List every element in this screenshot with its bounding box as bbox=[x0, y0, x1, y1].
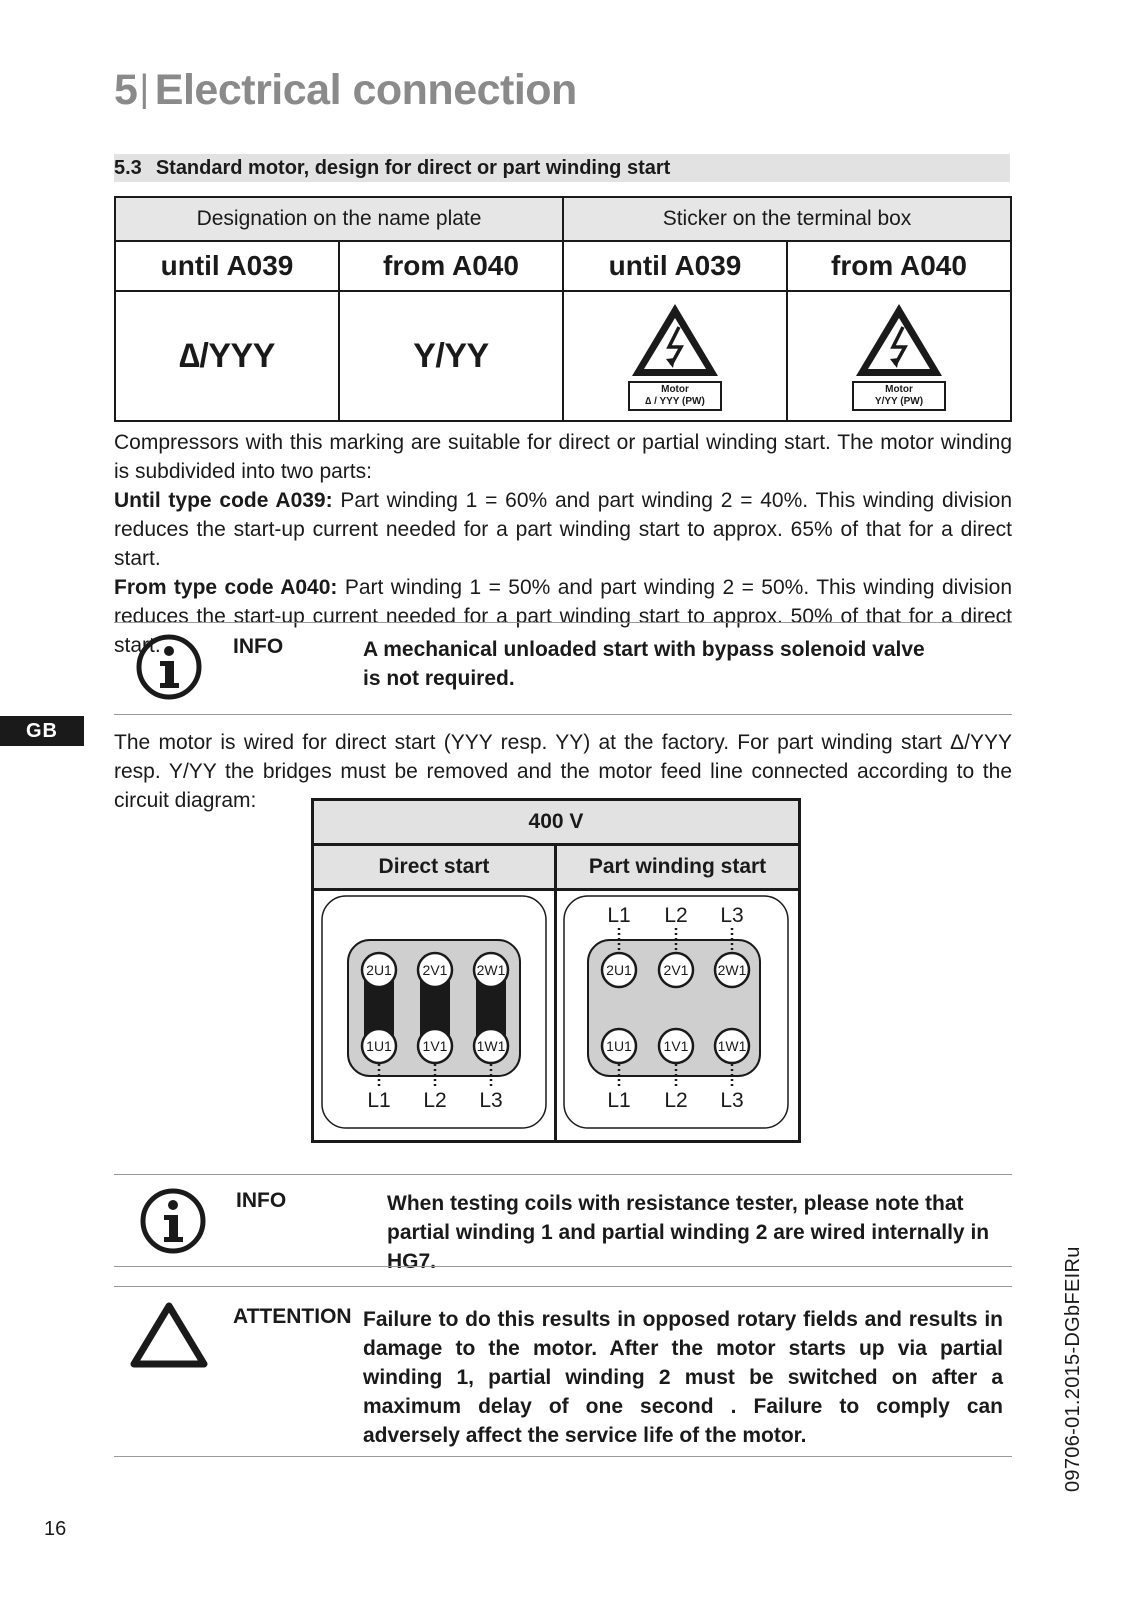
terminal-label: 1V1 bbox=[422, 1038, 448, 1054]
info-label: INFO bbox=[233, 635, 284, 658]
name-plate-header: Designation on the name plate bbox=[115, 197, 563, 241]
part-winding-start-header: Part winding start bbox=[557, 846, 798, 891]
direct-start-header: Direct start bbox=[314, 846, 554, 891]
designation-table bbox=[114, 196, 1012, 422]
section-number: 5.3 bbox=[114, 157, 142, 179]
attention-label: ATTENTION bbox=[233, 1305, 352, 1328]
high-voltage-warning-icon bbox=[629, 301, 721, 379]
section-heading bbox=[114, 154, 1010, 182]
until-a039-label: Until type code A039: bbox=[114, 489, 333, 512]
line-label: L2 bbox=[664, 904, 688, 927]
line-label: L3 bbox=[720, 1089, 744, 1112]
terminal-label: 2U1 bbox=[606, 962, 632, 978]
voltage-header: 400 V bbox=[314, 801, 798, 846]
line-label: L1 bbox=[607, 904, 631, 927]
title-separator: | bbox=[139, 68, 149, 110]
name-plate-mark: Y/YY bbox=[413, 336, 489, 375]
document-code: 09706-01.2015-DGbFEIRu bbox=[1062, 1246, 1084, 1492]
divider bbox=[114, 1174, 1012, 1175]
range-cell: until A039 bbox=[115, 241, 339, 291]
from-a040-text: Part winding 1 = 50% and part winding 2 = 50%. This winding division reduces the start-up current needed for a part winding start to approx. 50% of that for a direct start. bbox=[114, 576, 1012, 657]
divider bbox=[114, 714, 1012, 715]
terminal-label: 2V1 bbox=[422, 962, 448, 978]
terminal-label: 1V1 bbox=[663, 1038, 689, 1054]
line-label: L3 bbox=[720, 904, 744, 927]
sticker-label bbox=[628, 381, 722, 411]
line-label: L2 bbox=[664, 1089, 688, 1112]
divider bbox=[114, 1286, 1012, 1287]
until-a039-paragraph bbox=[114, 486, 1012, 573]
warning-triangle-icon bbox=[130, 1300, 208, 1370]
body-paragraph bbox=[114, 428, 1012, 660]
section-title: Standard motor, design for direct or part winding start bbox=[155, 157, 671, 179]
info-icon bbox=[140, 1188, 206, 1254]
chapter-title-text: Electrical connection bbox=[154, 66, 577, 114]
line-label: L2 bbox=[423, 1089, 447, 1112]
attention-text: Failure to do this results in opposed rotary fields and results in damage to the motor. After the motor starts up via partial winding 1, partial winding 2 must be switched on after a maximum delay of one second . Failure to comply can adversely affect the service life of the motor. bbox=[363, 1308, 1003, 1447]
name-plate-mark-cell bbox=[339, 291, 563, 421]
intro-text: Compressors with this marking are suitable for direct or partial winding start. The motor winding is subdivided into two parts: bbox=[114, 431, 1012, 483]
terminal-box-sticker bbox=[620, 301, 730, 411]
chapter-title bbox=[114, 66, 577, 115]
high-voltage-warning-icon bbox=[853, 301, 945, 379]
divider bbox=[114, 1266, 1012, 1267]
direct-start-diagram bbox=[322, 896, 546, 1128]
sticker-label-line2: ∆ / YYY (PW) bbox=[645, 396, 705, 407]
terminal-label: 2W1 bbox=[476, 962, 506, 978]
wiring-instructions: The motor is wired for direct start (YYY resp. YY) at the factory. For part winding start Δ/YYY resp. Y/YY the bridges must be removed and the motor feed line connected according to the circuit diagram: bbox=[114, 731, 1012, 812]
designation-table-marks-row bbox=[115, 291, 1011, 421]
sticker-cell bbox=[563, 291, 787, 421]
name-plate-mark: ∆/YYY bbox=[179, 336, 275, 375]
range-cell: from A040 bbox=[339, 241, 563, 291]
divider bbox=[114, 622, 1012, 623]
language-tab: GB bbox=[0, 716, 84, 746]
info-label: INFO bbox=[236, 1189, 287, 1212]
terminal-label: 1W1 bbox=[476, 1038, 506, 1054]
terminal-label: 1U1 bbox=[606, 1038, 632, 1054]
info-text: A mechanical unloaded start with bypass solenoid valve is not required. bbox=[363, 638, 925, 690]
terminal-box-sticker bbox=[844, 301, 954, 411]
line-label: L3 bbox=[479, 1089, 503, 1112]
range-cell: until A039 bbox=[563, 241, 787, 291]
terminal-label: 2V1 bbox=[663, 962, 689, 978]
sticker-label-line1: Motor bbox=[661, 384, 689, 395]
terminal-label: 1U1 bbox=[366, 1038, 392, 1054]
name-plate-mark-cell bbox=[115, 291, 339, 421]
terminal-label: 2U1 bbox=[366, 962, 392, 978]
divider bbox=[114, 1456, 1012, 1457]
range-cell: from A040 bbox=[787, 241, 1011, 291]
part-winding-start-diagram bbox=[564, 896, 788, 1128]
sticker-label-line1: Motor bbox=[885, 384, 913, 395]
terminal-diagram bbox=[314, 888, 798, 1140]
sticker-cell bbox=[787, 291, 1011, 421]
from-a040-label: From type code A040: bbox=[114, 576, 338, 599]
info-text: When testing coils with resistance tester, please note that partial winding 1 and partial winding 2 are wired internally in HG7. bbox=[387, 1192, 990, 1273]
line-label: L1 bbox=[367, 1089, 391, 1112]
chapter-number: 5 bbox=[114, 66, 138, 114]
sticker-label bbox=[852, 381, 946, 411]
designation-table-ranges-row bbox=[115, 241, 1011, 291]
sticker-label-line2: Y/YY (PW) bbox=[874, 396, 924, 407]
wiring-diagram bbox=[311, 798, 801, 1143]
terminal-label: 1W1 bbox=[717, 1038, 747, 1054]
terminal-label: 2W1 bbox=[717, 962, 747, 978]
info-icon bbox=[136, 634, 202, 700]
sticker-header: Sticker on the terminal box bbox=[563, 197, 1011, 241]
line-label: L1 bbox=[607, 1089, 631, 1112]
designation-table-header-row bbox=[115, 197, 1011, 241]
page-number: 16 bbox=[44, 1518, 67, 1540]
until-a039-text: Part winding 1 = 60% and part winding 2 = 40%. This winding division reduces the start-up current needed for a part winding start to approx. 65% of that for a direct start. bbox=[114, 489, 1012, 570]
